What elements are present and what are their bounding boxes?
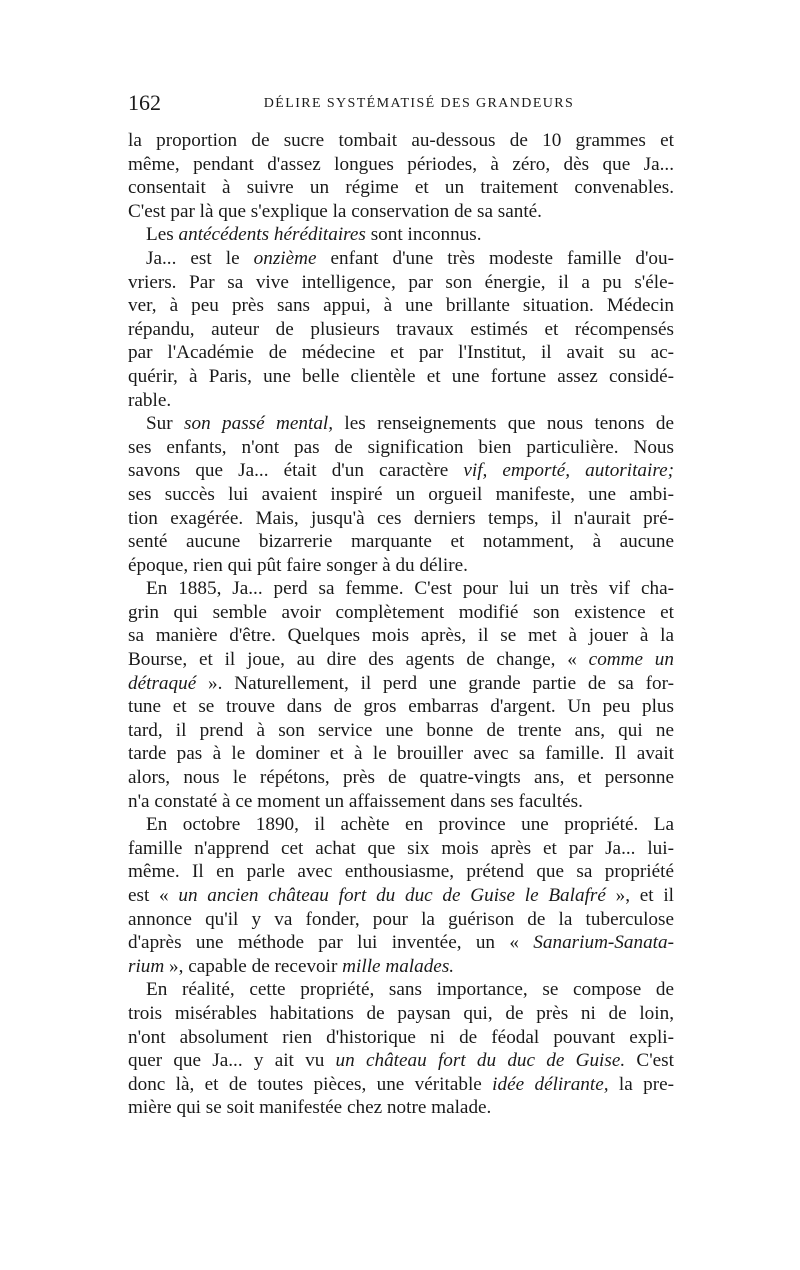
text-segment: quer que Ja... y ait vu — [128, 1050, 336, 1072]
text-segment: par l'Académie de médecine et par l'Institut, il avait su ac- — [128, 342, 674, 364]
text-line — [128, 1073, 674, 1097]
text-segment: En octobre 1890, il achète en province une propriété. La — [146, 814, 674, 836]
italic-text-segment: onzième — [253, 247, 317, 269]
text-segment: », capable de recevoir — [164, 955, 343, 977]
text-segment: famille n'apprend cet achat que six mois après et par Ja... lui- — [128, 837, 674, 859]
text-line — [128, 436, 674, 460]
text-segment: annonce qu'il y va fonder, pour la guérison de la tuberculose — [128, 908, 674, 930]
text-segment: répandu, auteur de plusieurs travaux estimés et récompensés — [128, 318, 674, 340]
text-line — [128, 1049, 674, 1073]
text-line — [128, 389, 674, 413]
text-line — [128, 860, 674, 884]
text-line — [128, 695, 674, 719]
text-segment: n'ont absolument rien d'historique ni de féodal pouvant expli- — [128, 1026, 674, 1048]
text-line — [128, 577, 674, 601]
text-segment: ». Naturellement, il perd une grande partie de sa for- — [196, 672, 674, 694]
page-header — [128, 88, 674, 118]
text-line — [128, 884, 674, 908]
text-segment: grin qui semble avoir complètement modifié son existence et — [128, 601, 674, 623]
text-segment: En 1885, Ja... perd sa femme. C'est pour lui un très vif cha- — [146, 578, 674, 600]
text-segment: sont inconnus. — [365, 224, 482, 246]
text-line — [128, 719, 674, 743]
text-segment: ses succès lui avaient inspiré un orgueil manifeste, une ambi- — [128, 483, 674, 505]
text-segment: ses enfants, n'ont pas de signification bien particulière. Nous — [128, 436, 674, 458]
text-line — [128, 955, 674, 979]
text-line — [128, 790, 674, 814]
text-segment: Bourse, et il joue, au dire des agents de change, « — [128, 649, 589, 671]
text-line — [128, 1026, 674, 1050]
text-segment: sa manière d'être. Quelques mois après, il se met à jouer à la — [128, 625, 674, 647]
italic-text-segment: détraqué — [128, 672, 197, 694]
text-line — [128, 672, 674, 696]
text-line — [128, 1096, 674, 1120]
text-segment: senté aucune bizarrerie marquante et notamment, à aucune — [128, 531, 674, 553]
text-line — [128, 365, 674, 389]
italic-text-segment: comme un — [588, 649, 674, 671]
text-line — [128, 601, 674, 625]
text-segment: C'est — [625, 1050, 674, 1072]
text-line — [128, 294, 674, 318]
text-segment: vriers. Par sa vive intelligence, par son énergie, il a pu s'éle- — [128, 271, 674, 293]
page-number: 162 — [128, 90, 161, 115]
text-line — [128, 624, 674, 648]
text-line — [128, 341, 674, 365]
text-line — [128, 908, 674, 932]
text-segment: consentait à suivre un régime et un traitement convenables. — [128, 177, 674, 199]
text-segment: époque, rien qui pût faire songer à du délire. — [128, 554, 468, 576]
text-segment: », et il — [605, 885, 674, 906]
text-segment: quérir, à Paris, une belle clientèle et une fortune assez considé- — [128, 365, 674, 387]
text-segment: la proportion de sucre tombait au-dessous de 10 grammes et — [128, 130, 674, 151]
italic-text-segment: vif, emporté, autoritaire; — [463, 460, 674, 482]
italic-text-segment: idée délirante, — [492, 1073, 609, 1095]
text-segment: Les — [146, 224, 179, 246]
text-segment: tard, il prend à son service une bonne de trente ans, qui ne — [128, 719, 674, 741]
text-segment: même. Il en parle avec enthousiasme, prétend que sa propriété — [128, 861, 674, 883]
italic-text-segment: Sanarium-Sanata- — [533, 932, 674, 954]
text-segment: n'a constaté à ce moment un affaissement dans ses facultés. — [128, 790, 583, 812]
text-line — [128, 766, 674, 790]
text-line — [128, 648, 674, 672]
text-line — [128, 742, 674, 766]
text-line — [128, 247, 674, 271]
text-line — [128, 318, 674, 342]
text-line — [128, 837, 674, 861]
italic-text-segment: rium — [128, 955, 165, 977]
text-segment: d'après une méthode par lui inventée, un « — [128, 932, 534, 954]
text-line — [128, 200, 674, 224]
text-segment: donc là, et de toutes pièces, une véritable — [128, 1073, 493, 1095]
text-segment: tion exagérée. Mais, jusqu'à ces derniers temps, il n'aurait pré- — [128, 507, 674, 529]
text-line — [128, 483, 674, 507]
text-segment: la pre- — [608, 1073, 674, 1095]
text-segment: même, pendant d'assez longues périodes, à zéro, dès que Ja... — [128, 153, 674, 175]
text-line — [128, 271, 674, 295]
text-segment: rable. — [128, 389, 172, 411]
text-line — [128, 459, 674, 483]
text-line — [128, 412, 674, 436]
italic-text-segment: un château fort du duc de Guise. — [335, 1050, 626, 1072]
text-segment: trois misérables habitations de paysan qui, de près ni de loin, — [128, 1002, 674, 1024]
text-segment: tune et se trouve dans de gros embarras d'argent. Un peu plus — [128, 696, 674, 718]
text-segment: alors, nous le répétons, près de quatre-vingts ans, et personne — [128, 767, 674, 789]
text-segment: ver, à peu près sans appui, à une brillante situation. Médecin — [128, 295, 674, 317]
text-segment: les renseignements que nous tenons de — [333, 413, 675, 435]
text-segment: En réalité, cette propriété, sans importance, se compose de — [146, 979, 674, 1001]
text-segment: tarde pas à le dominer et à le brouiller avec sa famille. Il avait — [128, 743, 674, 765]
italic-text-segment: un ancien château fort du duc de Guise le Balafré — [178, 885, 606, 906]
text-line — [128, 813, 674, 837]
italic-text-segment: son passé mental, — [184, 413, 334, 435]
text-line — [128, 507, 674, 531]
text-segment: est « — [128, 885, 179, 906]
text-line — [128, 153, 674, 177]
text-segment: enfant d'une très modeste famille d'ou- — [316, 247, 674, 269]
text-line — [128, 931, 674, 955]
text-segment: Ja... est le — [146, 247, 254, 269]
text-line — [128, 129, 674, 153]
italic-text-segment: antécédents héréditaires — [178, 224, 366, 246]
running-title: DÉLIRE SYSTÉMATISÉ DES GRANDEURS — [263, 96, 575, 111]
text-line — [128, 223, 674, 247]
text-segment: mière qui se soit manifestée chez notre malade. — [128, 1097, 492, 1119]
italic-text-segment: mille malades. — [342, 955, 455, 977]
text-line — [128, 1002, 674, 1026]
text-segment: C'est par là que s'explique la conservation de sa santé. — [128, 200, 542, 222]
text-line — [128, 978, 674, 1002]
body-text — [128, 129, 674, 1120]
text-segment: Sur — [146, 413, 185, 435]
text-line — [128, 176, 674, 200]
text-line — [128, 530, 674, 554]
text-segment: savons que Ja... était d'un caractère — [128, 460, 464, 482]
text-line — [128, 554, 674, 578]
